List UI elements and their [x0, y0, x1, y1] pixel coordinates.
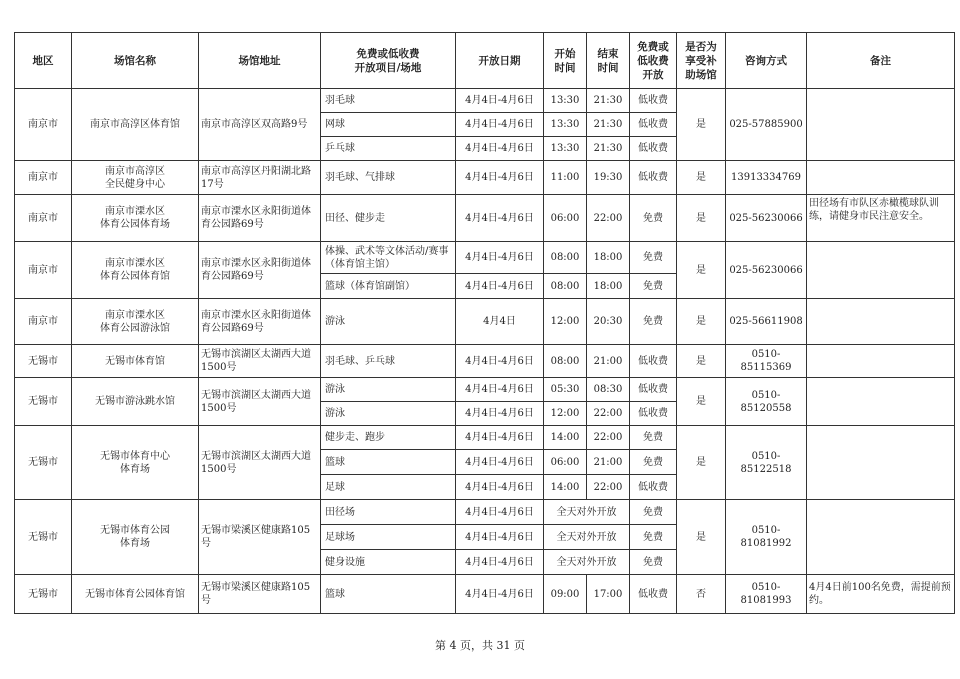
cell-address: 无锡市滨湖区太湖西大道1500号 — [199, 345, 321, 378]
header-subsidy: 是否为 享受补 助场馆 — [677, 33, 726, 89]
cell-fee: 低收费 — [630, 137, 677, 161]
cell-dates: 4月4日-4月6日 — [456, 475, 544, 500]
cell-address: 南京市溧水区永阳街道体育公园路69号 — [199, 299, 321, 345]
cell-note — [807, 161, 955, 195]
cell-dates: 4月4日-4月6日 — [456, 89, 544, 113]
cell-contact: 0510-85115369 — [726, 345, 807, 378]
cell-venue: 南京市溧水区 体育公园游泳馆 — [72, 299, 199, 345]
cell-subsidy: 是 — [677, 426, 726, 500]
header-item: 免费或低收费 开放项目/场地 — [321, 33, 456, 89]
cell-region: 无锡市 — [15, 575, 72, 614]
cell-venue: 南京市溧水区 体育公园体育馆 — [72, 242, 199, 299]
cell-address: 南京市高淳区丹阳湖北路17号 — [199, 161, 321, 195]
cell-region: 无锡市 — [15, 500, 72, 575]
cell-item: 篮球 — [321, 450, 456, 475]
cell-venue: 南京市高淳区 全民健身中心 — [72, 161, 199, 195]
cell-address: 无锡市滨湖区太湖西大道1500号 — [199, 426, 321, 500]
cell-note: 4月4日前100名免费，需提前预约。 — [807, 575, 955, 614]
cell-subsidy: 是 — [677, 500, 726, 575]
cell-subsidy: 是 — [677, 195, 726, 242]
cell-start: 13:30 — [544, 113, 587, 137]
cell-fee: 免费 — [630, 500, 677, 525]
cell-dates: 4月4日-4月6日 — [456, 137, 544, 161]
cell-region: 无锡市 — [15, 378, 72, 426]
header-address: 场馆地址 — [199, 33, 321, 89]
cell-dates: 4月4日-4月6日 — [456, 345, 544, 378]
cell-dates: 4月4日-4月6日 — [456, 378, 544, 402]
cell-item: 游泳 — [321, 299, 456, 345]
page-number: 第 4 页，共 31 页 — [435, 639, 525, 652]
cell-dates: 4月4日-4月6日 — [456, 426, 544, 450]
table-row — [15, 89, 955, 113]
cell-dates: 4月4日-4月6日 — [456, 500, 544, 525]
cell-fee: 低收费 — [630, 89, 677, 113]
cell-item: 健身设施 — [321, 550, 456, 575]
cell-note — [807, 426, 955, 500]
cell-fee: 免费 — [630, 550, 677, 575]
cell-region: 南京市 — [15, 195, 72, 242]
cell-fee: 低收费 — [630, 402, 677, 426]
header-start: 开始 时间 — [544, 33, 587, 89]
header-dates: 开放日期 — [456, 33, 544, 89]
cell-region: 南京市 — [15, 242, 72, 299]
cell-dates: 4月4日-4月6日 — [456, 402, 544, 426]
cell-dates: 4月4日-4月6日 — [456, 550, 544, 575]
cell-end: 19:30 — [587, 161, 630, 195]
cell-venue: 无锡市游泳跳水馆 — [72, 378, 199, 426]
cell-dates: 4月4日-4月6日 — [456, 525, 544, 550]
table-row — [15, 575, 955, 614]
cell-end: 22:00 — [587, 195, 630, 242]
cell-note: 田径场有市队区赤橄榄球队训练，请健身市民注意安全。 — [807, 195, 955, 242]
cell-contact: 0510-85120558 — [726, 378, 807, 426]
cell-end: 18:00 — [587, 242, 630, 274]
cell-fee: 免费 — [630, 450, 677, 475]
cell-contact: 0510-81081992 — [726, 500, 807, 575]
cell-end: 18:00 — [587, 274, 630, 299]
cell-dates: 4月4日-4月6日 — [456, 450, 544, 475]
cell-end: 21:30 — [587, 137, 630, 161]
cell-address: 无锡市滨湖区太湖西大道1500号 — [199, 378, 321, 426]
cell-fee: 免费 — [630, 525, 677, 550]
cell-venue: 无锡市体育中心 体育场 — [72, 426, 199, 500]
header-venue: 场馆名称 — [72, 33, 199, 89]
cell-end: 21:30 — [587, 113, 630, 137]
cell-note — [807, 500, 955, 575]
cell-venue: 无锡市体育馆 — [72, 345, 199, 378]
cell-dates: 4月4日-4月6日 — [456, 274, 544, 299]
cell-contact: 025-56230066 — [726, 195, 807, 242]
cell-item: 篮球 — [321, 575, 456, 614]
cell-fee: 低收费 — [630, 475, 677, 500]
cell-dates: 4月4日-4月6日 — [456, 575, 544, 614]
cell-item: 健步走、跑步 — [321, 426, 456, 450]
header-end: 结束 时间 — [587, 33, 630, 89]
cell-start: 14:00 — [544, 426, 587, 450]
cell-item: 乒乓球 — [321, 137, 456, 161]
cell-start: 06:00 — [544, 450, 587, 475]
cell-note — [807, 242, 955, 299]
cell-start: 13:30 — [544, 89, 587, 113]
table-row — [15, 426, 955, 450]
cell-venue: 无锡市体育公园体育馆 — [72, 575, 199, 614]
cell-venue: 南京市高淳区体育馆 — [72, 89, 199, 161]
header-row — [15, 33, 955, 89]
cell-start: 14:00 — [544, 475, 587, 500]
cell-end: 21:00 — [587, 450, 630, 475]
cell-note — [807, 89, 955, 161]
cell-item: 田径、健步走 — [321, 195, 456, 242]
cell-venue: 南京市溧水区 体育公园体育场 — [72, 195, 199, 242]
cell-dates: 4月4日 — [456, 299, 544, 345]
cell-address: 无锡市梁溪区健康路105号 — [199, 500, 321, 575]
cell-address: 无锡市梁溪区健康路105号 — [199, 575, 321, 614]
cell-item: 篮球（体育馆副馆） — [321, 274, 456, 299]
cell-contact: 0510-81081993 — [726, 575, 807, 614]
cell-fee: 免费 — [630, 195, 677, 242]
cell-contact: 025-56611908 — [726, 299, 807, 345]
cell-dates: 4月4日-4月6日 — [456, 161, 544, 195]
cell-subsidy: 是 — [677, 242, 726, 299]
cell-open-all-day: 全天对外开放 — [544, 500, 630, 525]
table-row — [15, 378, 955, 402]
cell-subsidy: 是 — [677, 299, 726, 345]
cell-start: 12:00 — [544, 299, 587, 345]
cell-subsidy: 是 — [677, 161, 726, 195]
cell-open-all-day: 全天对外开放 — [544, 525, 630, 550]
cell-item: 羽毛球、气排球 — [321, 161, 456, 195]
cell-contact: 025-56230066 — [726, 242, 807, 299]
cell-contact: 13913334769 — [726, 161, 807, 195]
cell-end: 21:30 — [587, 89, 630, 113]
cell-start: 11:00 — [544, 161, 587, 195]
cell-address: 南京市高淳区双高路9号 — [199, 89, 321, 161]
table-row — [15, 161, 955, 195]
cell-item: 网球 — [321, 113, 456, 137]
header-note: 备注 — [807, 33, 955, 89]
cell-subsidy: 否 — [677, 575, 726, 614]
cell-fee: 免费 — [630, 242, 677, 274]
cell-open-all-day: 全天对外开放 — [544, 550, 630, 575]
cell-contact: 0510-85122518 — [726, 426, 807, 500]
cell-start: 05:30 — [544, 378, 587, 402]
cell-item: 羽毛球、乒乓球 — [321, 345, 456, 378]
cell-fee: 低收费 — [630, 575, 677, 614]
cell-venue: 无锡市体育公园 体育场 — [72, 500, 199, 575]
cell-region: 无锡市 — [15, 426, 72, 500]
cell-dates: 4月4日-4月6日 — [456, 195, 544, 242]
cell-end: 22:00 — [587, 426, 630, 450]
cell-end: 08:30 — [587, 378, 630, 402]
header-region: 地区 — [15, 33, 72, 89]
cell-note — [807, 378, 955, 426]
cell-start: 08:00 — [544, 242, 587, 274]
cell-start: 08:00 — [544, 345, 587, 378]
cell-subsidy: 是 — [677, 378, 726, 426]
cell-region: 南京市 — [15, 89, 72, 161]
cell-region: 南京市 — [15, 299, 72, 345]
cell-region: 无锡市 — [15, 345, 72, 378]
table-row — [15, 345, 955, 378]
cell-fee: 低收费 — [630, 161, 677, 195]
cell-dates: 4月4日-4月6日 — [456, 113, 544, 137]
cell-item: 足球场 — [321, 525, 456, 550]
cell-fee: 免费 — [630, 426, 677, 450]
cell-item: 游泳 — [321, 402, 456, 426]
cell-subsidy: 是 — [677, 345, 726, 378]
cell-start: 06:00 — [544, 195, 587, 242]
cell-item: 体操、武术等文体活动/赛事（体育馆主馆） — [321, 242, 456, 274]
cell-address: 南京市溧水区永阳街道体育公园路69号 — [199, 195, 321, 242]
cell-end: 17:00 — [587, 575, 630, 614]
cell-region: 南京市 — [15, 161, 72, 195]
cell-contact: 025-57885900 — [726, 89, 807, 161]
cell-address: 南京市溧水区永阳街道体育公园路69号 — [199, 242, 321, 299]
cell-start: 09:00 — [544, 575, 587, 614]
cell-fee: 低收费 — [630, 113, 677, 137]
table-row — [15, 500, 955, 525]
cell-note — [807, 345, 955, 378]
header-contact: 咨询方式 — [726, 33, 807, 89]
table-row — [15, 299, 955, 345]
table-row — [15, 242, 955, 274]
cell-item: 田径场 — [321, 500, 456, 525]
header-fee: 免费或 低收费 开放 — [630, 33, 677, 89]
cell-fee: 免费 — [630, 274, 677, 299]
venue-table — [14, 32, 955, 614]
cell-end: 22:00 — [587, 402, 630, 426]
table-row — [15, 195, 955, 242]
cell-fee: 低收费 — [630, 378, 677, 402]
cell-item: 羽毛球 — [321, 89, 456, 113]
cell-end: 22:00 — [587, 475, 630, 500]
cell-fee: 免费 — [630, 299, 677, 345]
cell-start: 12:00 — [544, 402, 587, 426]
cell-end: 20:30 — [587, 299, 630, 345]
cell-item: 游泳 — [321, 378, 456, 402]
cell-dates: 4月4日-4月6日 — [456, 242, 544, 274]
page-footer — [0, 637, 960, 653]
cell-note — [807, 299, 955, 345]
cell-fee: 低收费 — [630, 345, 677, 378]
cell-end: 21:00 — [587, 345, 630, 378]
cell-item: 足球 — [321, 475, 456, 500]
cell-start: 13:30 — [544, 137, 587, 161]
cell-subsidy: 是 — [677, 89, 726, 161]
cell-start: 08:00 — [544, 274, 587, 299]
